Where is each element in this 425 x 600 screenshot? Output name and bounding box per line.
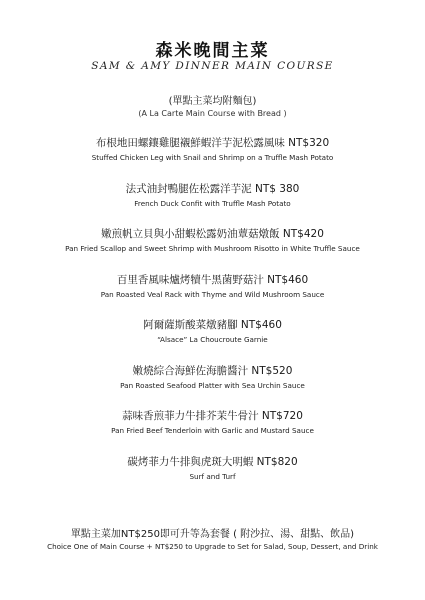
menu-item [0, 318, 425, 364]
menu-item [0, 136, 425, 182]
menu-item-name-english: Pan Roasted Seafood Platter with Sea Urchin Sauce [120, 380, 305, 390]
menu-item [0, 364, 425, 410]
menu-item-name-chinese: 百里香風味爐烤犢牛黑菌野菇汁 NT$460 [116, 273, 309, 286]
menu-item-name-chinese: 嫩煎帆立貝與小甜蝦松露奶油蕈菇燉飯 NT$420 [101, 228, 324, 240]
menu-item [0, 455, 425, 501]
menu-item-name-chinese: 法式油封鴨腿佐松露洋芋泥 NT$ 380 [125, 182, 300, 195]
menu-title-english: SAM & AMY DINNER MAIN COURSE [91, 60, 334, 72]
menu-item-name-chinese: 嫩燒綜合海鮮佐海膽醬汁 NT$520 [132, 364, 293, 377]
menu-title-chinese: 森米晚間主菜 [155, 41, 270, 61]
menu-item-name-chinese: 碳烤菲力牛排與虎斑大明蝦 NT$820 [127, 455, 298, 468]
menu-item-name-english: Pan Fried Beef Tenderloin with Garlic and Mustard Sauce [111, 426, 314, 435]
bread-note-chinese: (單點主菜均附麵包) [168, 96, 257, 107]
menu-item [0, 273, 425, 319]
menu-item-name-chinese: 布根地田螺鑲雞腿襯鮮蝦洋芋泥松露風味 NT$320 [95, 137, 330, 149]
menu-item-name-english: Surf and Turf [189, 471, 236, 481]
menu-item-name-english: Pan Roasted Veal Rack with Thyme and Wild Mushroom Sauce [100, 289, 325, 299]
menu-item [0, 182, 425, 228]
menu-item-name-english: French Duck Confit with Truffle Mash Potato [134, 198, 291, 208]
menu-item [0, 409, 425, 455]
set-upgrade-note-chinese: 單點主菜加NT$250即可升等為套餐 ( 附沙拉、湯、甜點、飲品) [70, 529, 355, 540]
menu-item [0, 227, 425, 273]
bread-note-english: (A La Carte Main Course with Bread ) [138, 109, 287, 118]
menu-item-name-english: “Alsace” La Choucroute Garnie [157, 335, 268, 344]
menu-item-name-english: Pan Fried Scallop and Sweet Shrimp with Mushroom Risotto in White Truffle Sauce [65, 244, 360, 253]
menu-item-name-chinese: 阿爾薩斯酸菜燉豬腳 NT$460 [143, 319, 282, 331]
menu-item-name-english: Stuffed Chicken Leg with Snail and Shrimp on a Truffle Mash Potato [91, 153, 334, 162]
set-upgrade-note-english: Choice One of Main Course + NT$250 to Upgrade to Set for Salad, Soup, Dessert, and Drink [47, 542, 378, 551]
menu-item-name-chinese: 蒜味香煎菲力牛排芥茉牛骨汁 NT$720 [122, 410, 303, 422]
main-course-list [0, 136, 425, 500]
